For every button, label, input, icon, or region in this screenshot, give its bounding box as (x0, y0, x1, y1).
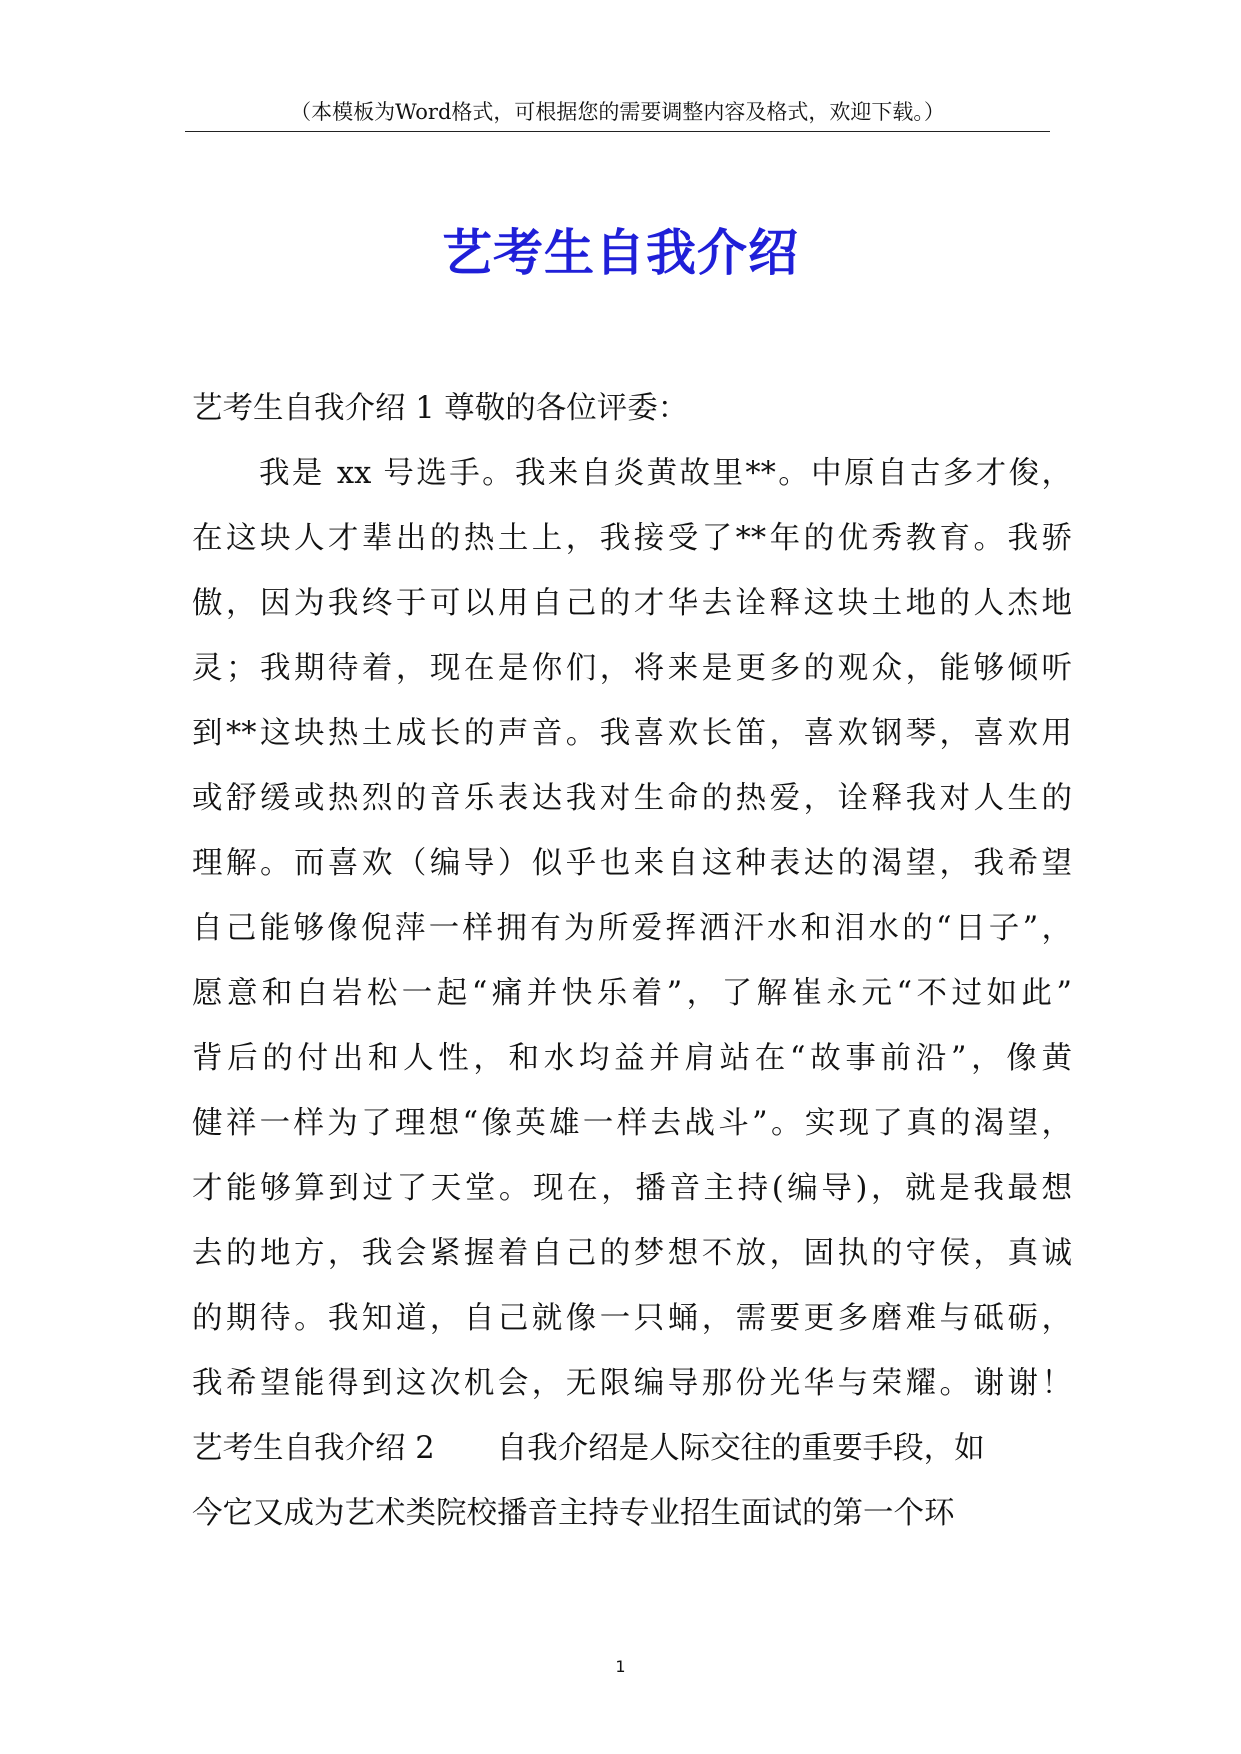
header-divider (185, 131, 1050, 132)
section-2-label: 艺考生自我介绍 2 (192, 1431, 435, 1466)
section-2-heading (192, 1416, 1072, 1481)
paragraph-line: 健祥一样为了理想“像英雄一样去战斗”。实现了真的渴望， (192, 1106, 1072, 1141)
header-note: （本模板为Word格式，可根据您的需要调整内容及格式，欢迎下载。） (290, 100, 945, 124)
document-title: 艺考生自我介绍 (442, 224, 799, 282)
paragraph-line: 或舒缓或热烈的音乐表达我对生命的热爱，诠释我对人生的 (192, 781, 1072, 816)
paragraph-line: 傲，因为我终于可以用自己的才华去诠释这块土地的人杰地 (192, 586, 1072, 621)
paragraph-line: 到**这块热土成长的声音。我喜欢长笛，喜欢钢琴，喜欢用 (192, 716, 1072, 751)
paragraph-line: 我是 xx 号选手。我来自炎黄故里**。中原自古多才俊， (259, 456, 1072, 491)
page-number: 1 (615, 1657, 626, 1676)
paragraph-line: 才能够算到过了天堂。现在，播音主持(编导)，就是我最想 (192, 1171, 1072, 1206)
paragraph-line: 灵；我期待着，现在是你们，将来是更多的观众，能够倾听 (192, 651, 1072, 686)
paragraph-line: 在这块人才辈出的热土上，我接受了**年的优秀教育。我骄 (192, 521, 1072, 556)
paragraph-line: 理解。而喜欢（编导）似乎也来自这种表达的渴望，我希望 (192, 846, 1072, 881)
paragraph-line: 自己能够像倪萍一样拥有为所爱挥洒汗水和泪水的“日子”， (192, 911, 1072, 946)
section-2-intro: 自我介绍是人际交往的重要手段，如 (496, 1431, 985, 1466)
body-text (192, 376, 1072, 1546)
paragraph-line: 的期待。我知道，自己就像一只蛹，需要更多磨难与砥砺， (192, 1301, 1072, 1336)
paragraph-line: 去的地方，我会紧握着自己的梦想不放，固执的守侯，真诚 (192, 1236, 1072, 1271)
section-1-heading: 艺考生自我介绍 1 尊敬的各位评委： (192, 391, 689, 426)
paragraph-line: 我希望能得到这次机会，无限编导那份光华与荣耀。谢谢！ (192, 1366, 1072, 1401)
paragraph-line: 背后的付出和人性，和水均益并肩站在“故事前沿”，像黄 (192, 1041, 1072, 1076)
paragraph-line: 愿意和白岩松一起“痛并快乐着”，了解崔永元“不过如此” (192, 976, 1072, 1011)
paragraph-line: 今它又成为艺术类院校播音主持专业招生面试的第一个环 (192, 1496, 955, 1531)
